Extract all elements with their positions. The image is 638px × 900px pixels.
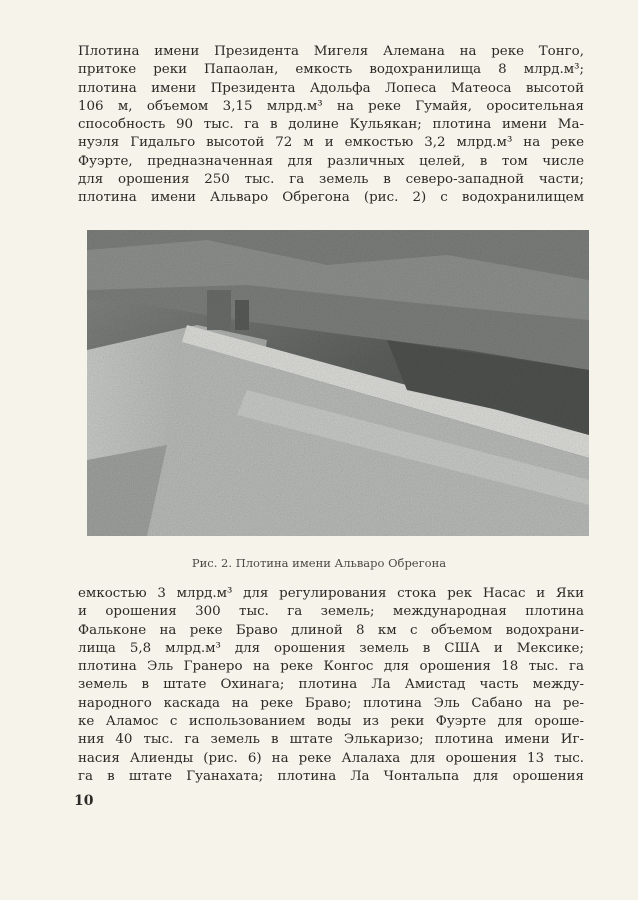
text-line: и орошения 300 тыс. га земель; международная плотина bbox=[78, 604, 584, 620]
text-line: притоке реки Папаолан, емкость водохранилища 8 млрд.м³; bbox=[78, 62, 584, 78]
text-line: 106 м, объемом 3,15 млрд.м³ на реке Гумайя, оросительная bbox=[78, 98, 584, 114]
text-line: способность 90 тыс. га в долине Кульякан; плотина имени Ма- bbox=[78, 117, 584, 133]
text-line: плотина имени Президента Адольфа Лопеса Матеоса высотой bbox=[78, 80, 584, 96]
text-line: Фальконе на реке Браво длиной 8 км с объемом водохрани- bbox=[78, 622, 584, 638]
dam-photo bbox=[87, 230, 589, 536]
bottom-paragraph bbox=[78, 585, 584, 786]
figure-caption: Рис. 2. Плотина имени Альваро Обрегона bbox=[191, 556, 447, 570]
text-line: ния 40 тыс. га земель в штате Элькаризо; плотина имени Иг- bbox=[78, 732, 584, 748]
text-line: насия Алиенды (рис. 6) на реке Алалаха для орошения 13 тыс. bbox=[78, 750, 584, 766]
text-line: земель в штате Охинага; плотина Ла Амистад часть между- bbox=[78, 677, 584, 693]
text-line: Фуэрте, предназначенная для различных целей, в том числе bbox=[78, 153, 584, 169]
text-line: нуэля Гидальго высотой 72 м и емкостью 3,2 млрд.м³ на реке bbox=[78, 135, 584, 151]
text-line: народного каскада на реке Браво; плотина Эль Сабано на ре- bbox=[78, 695, 584, 711]
text-line: плотина имени Альваро Обрегона (рис. 2) с водохранилищем bbox=[78, 190, 584, 206]
text-line: плотина Эль Гранеро на реке Конгос для орошения 18 тыс. га bbox=[78, 659, 584, 675]
text-line: Плотина имени Президента Мигеля Алемана на реке Тонго, bbox=[78, 44, 584, 59]
text-line: для орошения 250 тыс. га земель в северо-западной части; bbox=[78, 172, 584, 188]
page-number: 10 bbox=[74, 793, 94, 809]
text-line: лища 5,8 млрд.м³ для орошения земель в США и Мексике; bbox=[78, 640, 584, 656]
text-line: емкостью 3 млрд.м³ для регулирования стока рек Насас и Яки bbox=[78, 586, 584, 601]
top-paragraph bbox=[78, 43, 584, 208]
text-line: ке Аламос с использованием воды из реки Фуэрте для ороше- bbox=[78, 714, 584, 730]
text-line: га в штате Гуанахата; плотина Ла Чонтальпа для орошения bbox=[78, 768, 584, 784]
